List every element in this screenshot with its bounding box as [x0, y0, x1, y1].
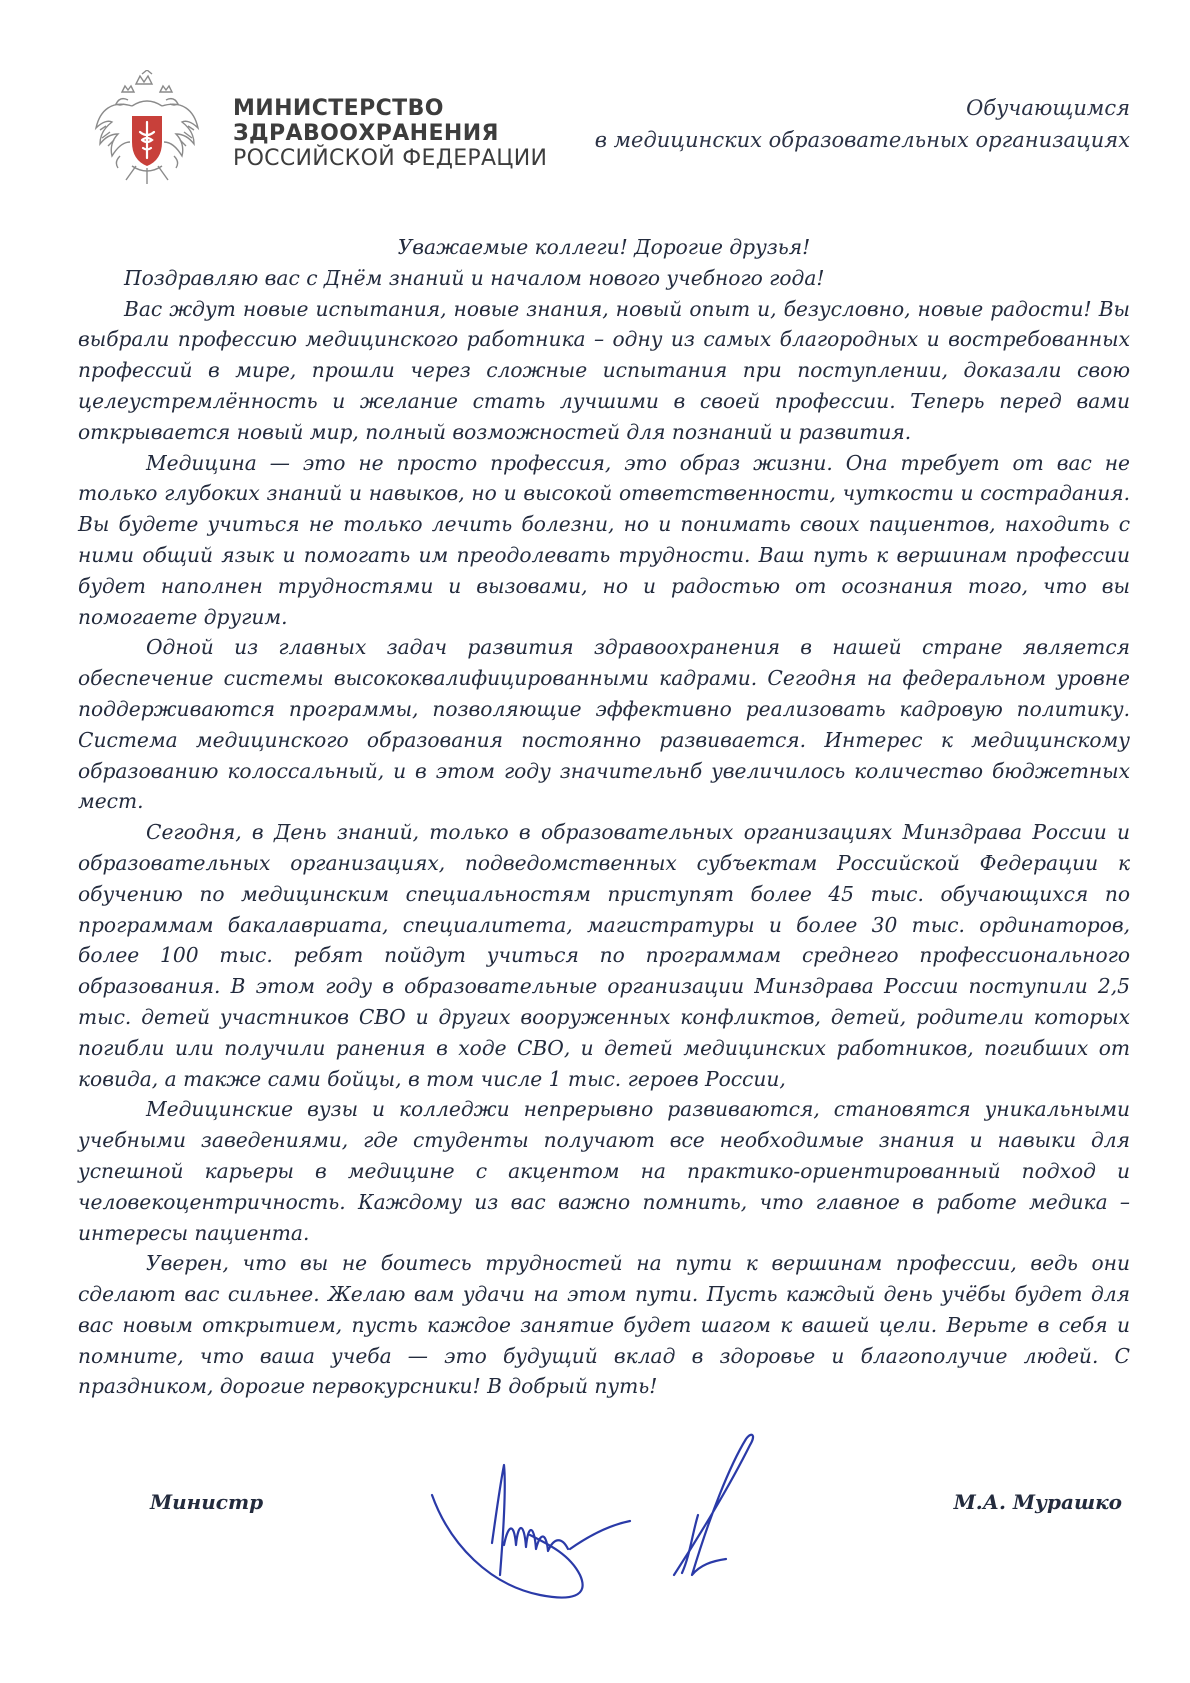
addressee [570, 92, 1130, 156]
paragraph: Сегодня, в День знаний, только в образовательных организациях Минздрава России и образовательных организациях, подведомственных субъектам Российской Федерации к обучению по медицинским специальностям приступят более 45 тыс. обучающихся по программам бакалавриата, специалитета, магистратуры и более 30 тыс. ординаторов, более 100 тыс. ребят пойдут учиться по программам среднего профессионального образования. В этом году в образовательные организации Минздрава России поступили 2,5 тыс. детей участников СВО и других вооруженных конфликтов, детей, родители которых погибли или получили ранения в ходе СВО, и детей медицинских работников, погибших от ковида, а также сами бойцы, в том числе 1 тыс. героев России, [78, 820, 1130, 1091]
paragraph: Медицина — это не просто профессия, это образ жизни. Она требует от вас не только глубоких знаний и навыков, но и высокой ответственности, чуткости и сострадания. Вы будете учиться не только лечить болезни, но и понимать своих пациентов, находить с ними общий язык и помогать им преодолевать трудности. Ваш путь к вершинам профессии будет наполнен трудностями и вызовами, но и радостью от осознания того, что вы помогаете другим. [78, 450, 1130, 629]
paragraph: Медицинские вузы и колледжи непрерывно развиваются, становятся уникальными учебными заведениями, где студенты получают все необходимые знания и навыки для успешной карьеры в медицине с акцентом на практико-ориентированный подход и человекоцентричность. Каждому из вас важно помнить, что главное в работе медика – интересы пациента. [78, 1097, 1130, 1245]
letter-body [78, 232, 1130, 1402]
handwritten-signature-icon [430, 1425, 770, 1605]
ministry-name [233, 96, 547, 171]
addressee-line2: в медицинских образовательных организациях [594, 128, 1130, 152]
paragraph: Одной из главных задач развития здравоохранения в нашей стране является обеспечение системы высококвалифицированными кадрами. Сегодня на федеральном уровне поддерживаются программы, позволяющие эффективно реализовать кадровую политику. Система медицинского образования постоянно развивается. Интерес к медицинскому образованию колоссальный, и в этом году значительнб увеличилось количество бюджетных мест. [78, 635, 1130, 814]
ministry-name-line1: МИНИСТЕРСТВО [233, 96, 444, 121]
paragraph-congratulation: Поздравляю вас с Днём знаний и началом нового учебного года! [124, 265, 825, 290]
paragraph: Вас ждут новые испытания, новые знания, новый опыт и, безусловно, новые радости! Вы выбрали профессию медицинского работника – одну из самых благородных и востребованных профессий в мире, прошли через сложные испытания при поступлении, доказали свою целеустремлённость и желание стать лучшими в своей профессии. Теперь перед вами открывается новый мир, полный возможностей для познаний и развития. [78, 296, 1130, 444]
signatory-name: М.А. Мурашко [953, 1490, 1122, 1514]
greeting: Уважаемые коллеги! Дорогие друзья! [397, 235, 811, 259]
ministry-name-line2: ЗДРАВООХРАНЕНИЯ [233, 121, 499, 146]
addressee-line1: Обучающимся [966, 96, 1130, 120]
ministry-name-line3: РОССИЙСКОЙ ФЕДЕРАЦИИ [233, 146, 548, 171]
paragraph: Уверен, что вы не боитесь трудностей на пути к вершинам профессии, ведь они сделают вас сильнее. Желаю вам удачи на этом пути. Пусть каждый день учёбы будет для вас новым открытием, пусть каждое занятие будет шагом к вашей цели. Верьте в себя и помните, что ваша учеба — это будущий вклад в здоровье и благополучие людей. С праздником, дорогие первокурсники! В добрый путь! [78, 1251, 1130, 1399]
double-headed-eagle-emblem-icon [92, 70, 202, 190]
signatory-title: Министр [150, 1490, 264, 1514]
